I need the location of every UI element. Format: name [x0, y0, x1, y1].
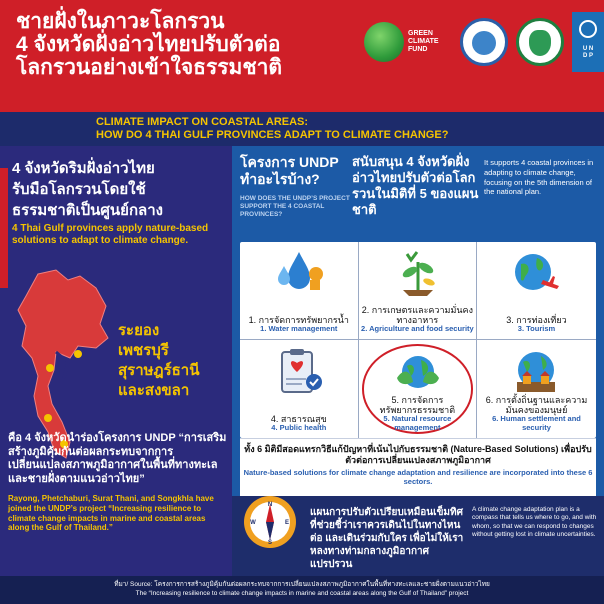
marine-department-seal-icon [460, 18, 508, 66]
subtitle-line: CLIMATE IMPACT ON COASTAL AREAS: [96, 116, 309, 128]
province-name: ระยอง [118, 322, 160, 339]
dimension-label-english: 3. Tourism [517, 323, 556, 333]
gcf-globe-icon [364, 22, 404, 62]
dimension-label-thai: 2. การเกษตรและความมั่นคงทางอาหาร [361, 304, 473, 325]
surat-thani-marker [44, 414, 52, 422]
question-english: HOW DOES THE UNDP’S PROJECT SUPPORT THE 4 COASTAL PROVINCES? [240, 195, 350, 218]
gcf-word: FUND [408, 46, 428, 53]
dimension-label-english: 1. Water management [260, 323, 338, 333]
left-heading-english: 4 Thai Gulf provinces apply nature-based solutions to adapt to climate change. [12, 223, 209, 246]
pilot-text-english: Rayong, Phetchaburi, Surat Thani, and Songkhla have joined the UNDP’s project “Increasing resilience to climate change impacts in marine and coastal areas along the Gulf of Thailand.” [8, 494, 214, 533]
dimension-label-thai: 6. การตั้งถิ่นฐานและความมั่นคงของมนุษย์ [485, 395, 588, 415]
dimension-label-english: 5. Natural resource management [383, 414, 452, 432]
subtitle-english [0, 112, 604, 146]
province-name: สุราษฎร์ธานี [118, 362, 200, 379]
compass-letter-s: S [267, 540, 273, 546]
title-thai [16, 10, 346, 79]
subtitle-line: HOW DO 4 THAI GULF PROVINCES ADAPT TO CLIMATE CHANGE? [96, 129, 449, 141]
heading-line: ธรรมชาติเป็นศูนย์กลาง [12, 202, 163, 219]
dimension-label-thai: 5. การจัดการทรัพยากรธรรมชาติ [379, 395, 456, 415]
accent-bar [0, 168, 8, 288]
climate-department-seal-icon [516, 18, 564, 66]
province-name: และสงขลา [118, 382, 190, 399]
heading-line: รับมือโลกรวนโดยใช้ [12, 181, 146, 198]
undp-globe-icon [579, 20, 597, 38]
nbs-note-english: Nature-based solutions for climate change adaptation and resilience are incorporated into these 6 sectors. [243, 468, 593, 486]
dimension-card [477, 242, 596, 340]
dimensions-panel [232, 236, 604, 508]
compass-letter-e: E [284, 520, 290, 526]
leaf-globe-icon [393, 348, 443, 394]
pilot-provinces-text [8, 432, 228, 533]
province-name: เพชรบุรี [118, 342, 169, 359]
compass-letter-w: W [250, 520, 256, 526]
dimension-card [240, 340, 359, 438]
dimension-label-english: 6. Human settlement and security [492, 414, 581, 432]
question-line: โครงการ UNDP [240, 154, 339, 170]
partner-logos [350, 0, 604, 84]
source-footer [0, 576, 604, 604]
compass-icon [242, 494, 298, 550]
project-question-panel [232, 146, 604, 236]
dimension-label-thai: 3. การท่องเที่ยว [506, 314, 567, 325]
heading-line: 4 จังหวัดริมฝั่งอ่าวไทย [12, 160, 155, 177]
nbs-note-thai: ทั้ง 6 มิติมีสอดแทรกวิธีแก้ปัญหาที่เน้นไปกับธรรมชาติ (Nature-Based Solutions) เพื่อปรับตัวต่อการเปลี่ยนแปลงสภาพภูมิอากาศ [244, 444, 592, 465]
source-line: ที่มา/ Source: โครงการการสร้างภูมิคุ้มกันต่อผลกระทบจากการเปลี่ยนแปลงสภาพภูมิอากาศในพื้นที่ทางทะเลและชายฝั่งตามแนวอ่าวไทย [114, 581, 490, 588]
dimension-label-thai: 1. การจัดการทรัพยากรน้ำ [248, 314, 349, 325]
compass-letter-n: N [267, 502, 273, 508]
plant-icon [393, 250, 443, 296]
globe-airplane-icon [511, 250, 561, 296]
title-line: 4 จังหวัดฝั่งอ่าวไทยปรับตัวต่อ [16, 33, 281, 56]
source-line: The “Increasing resilience to climate change impacts in marine and coastal areas along the Gulf of Thailand” project [135, 590, 469, 597]
title-line: โลกรวนอย่างเข้าใจธรรมชาติ [16, 56, 283, 79]
question-line: ทำอะไรบ้าง? [240, 171, 320, 187]
dimension-card [240, 242, 359, 340]
province-list [118, 321, 199, 401]
answer-english: It supports 4 coastal provinces in adapting to climate change, focusing on the 5th dimension of the national plan. [484, 158, 594, 197]
undp-logo-text: U N D P [582, 46, 594, 59]
dimension-label-english: 2. Agriculture and food security [361, 323, 474, 333]
left-panel [0, 146, 232, 576]
dimension-card-highlighted [359, 340, 478, 438]
question-thai [240, 154, 339, 188]
compass-text-english: A climate change adaptation plan is a compass that tells us where to go, and with whom, so that we can respond to changes without getting lost in climate uncertainties. [472, 506, 597, 539]
dimension-label-thai: 4. สาธารณสุข [270, 413, 327, 424]
left-heading [12, 158, 224, 278]
dimension-label-english: 4. Public health [271, 422, 327, 432]
rayong-marker [74, 350, 82, 358]
compass-text-thai: แผนการปรับตัวเปรียบเหมือนเข็มทิศ ที่ช่วยชี้ว่าเราควรเดินไปในทางไหนต่อ และเดินร่วมกับใคร เพื่อไม่ให้เราหลงทางท่ามกลางภูมิอากาศแปรปรวน [310, 507, 464, 570]
title-line: ชายฝั่งในภาวะโลกรวน [16, 10, 225, 33]
water-drops-icon [274, 250, 324, 296]
gcf-logo-text [408, 30, 439, 54]
header [0, 0, 604, 112]
dimensions-grid [240, 242, 596, 438]
gcf-word: CLIMATE [408, 38, 439, 45]
answer-thai: สนับสนุน 4 จังหวัดฝั่งอ่าวไทยปรับตัวต่อโลกรวนในมิติที่ 5 ของแผนชาติ [352, 154, 479, 217]
nbs-note [240, 438, 596, 502]
gcf-word: GREEN [408, 30, 433, 37]
settlement-globe-icon [511, 348, 561, 394]
phetchaburi-marker [46, 364, 54, 372]
pilot-text-thai: คือ 4 จังหวัดนำร่องโครงการ UNDP “การเสริมสร้างภูมิคุ้มกันต่อผลกระทบจากการเปลี่ยนแปลงสภาพภูมิอากาศในพื้นที่ทางทะเลและชายฝั่งตามแนวอ่าวไทย” [8, 432, 227, 485]
dimension-card [477, 340, 596, 438]
left-heading-thai [12, 158, 224, 221]
compass-section [232, 496, 604, 576]
undp-logo [572, 12, 604, 72]
dimension-card [359, 242, 478, 340]
health-clipboard-icon [274, 348, 324, 394]
